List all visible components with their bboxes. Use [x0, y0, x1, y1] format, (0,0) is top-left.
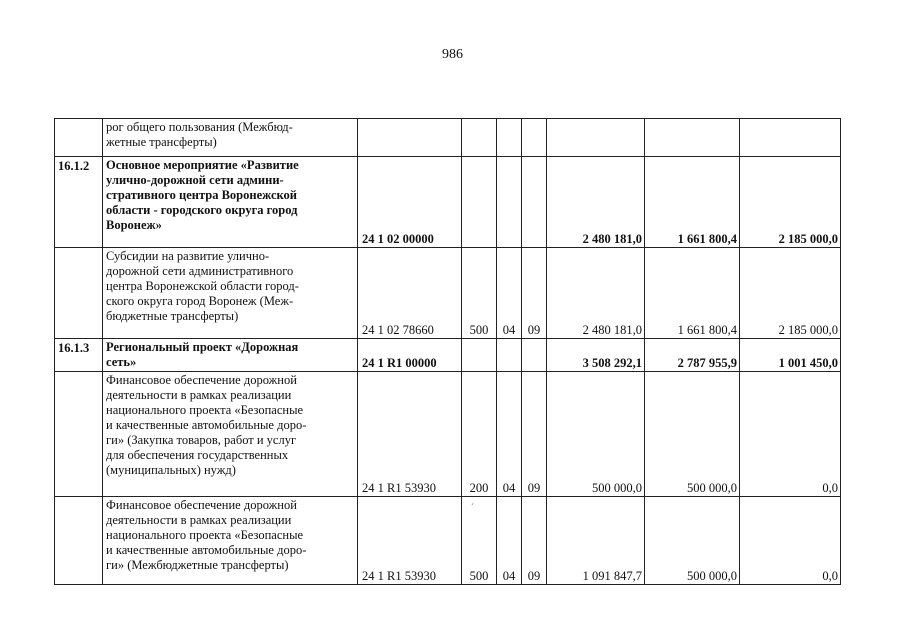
expense-type-cell: [462, 157, 497, 248]
row-number-cell: 16.1.3: [55, 339, 103, 372]
name-line: Финансовое обеспечение дорожной: [106, 498, 297, 512]
expense-type-cell: [462, 339, 497, 372]
section-cell: [497, 339, 522, 372]
amount-year2-cell: 1 661 800,4: [645, 248, 740, 339]
name-line: улично-дорожной сети админи-: [106, 173, 284, 187]
row-name-cell: [103, 157, 358, 248]
row-number-cell: [55, 248, 103, 339]
section-cell: 04: [497, 248, 522, 339]
name-line: жетные трансферты): [106, 135, 217, 149]
subsection-cell: 09: [522, 372, 547, 497]
target-article-code-cell: 24 1 R1 53930: [358, 372, 462, 497]
row-number-cell: [55, 497, 103, 585]
section-cell: [497, 119, 522, 157]
name-line: национального проекта «Безопасные: [106, 528, 304, 542]
amount-year3-cell: 2 185 000,0: [740, 248, 841, 339]
name-line: и качественные автомобильные доро-: [106, 418, 307, 432]
amount-year3-cell: 2 185 000,0: [740, 157, 841, 248]
target-article-code-cell: 24 1 R1 00000: [358, 339, 462, 372]
amount-year1-cell: [547, 119, 645, 157]
table-row: [55, 119, 841, 157]
amount-year3-cell: 1 001 450,0: [740, 339, 841, 372]
section-cell: [497, 157, 522, 248]
budget-table: [54, 118, 841, 585]
amount-year2-cell: 500 000,0: [645, 497, 740, 585]
name-line: и качественные автомобильные доро-: [106, 543, 307, 557]
amount-year1-cell: 2 480 181,0: [547, 157, 645, 248]
table-row: [55, 372, 841, 497]
name-line: рог общего пользования (Межбюд-: [106, 120, 293, 134]
name-line: области - городского округа город: [106, 203, 298, 217]
target-article-code-cell: [358, 119, 462, 157]
table-row: [55, 157, 841, 248]
name-line: ги» (Межбюджетные трансферты): [106, 558, 289, 572]
name-line: бюджетные трансферты): [106, 309, 239, 323]
row-number-cell: [55, 372, 103, 497]
name-line: для обеспечения государственных: [106, 448, 289, 462]
amount-year3-cell: 0,0: [740, 497, 841, 585]
subsection-cell: [522, 157, 547, 248]
amount-year3-cell: [740, 119, 841, 157]
subsection-cell: 09: [522, 248, 547, 339]
name-line: Воронеж»: [106, 218, 162, 232]
table-row: [55, 497, 841, 585]
section-cell: 04: [497, 372, 522, 497]
target-article-code-cell: 24 1 02 00000: [358, 157, 462, 248]
row-name-cell: [103, 339, 358, 372]
name-line: Региональный проект «Дорожная: [106, 340, 299, 354]
row-name-cell: [103, 119, 358, 157]
amount-year2-cell: 1 661 800,4: [645, 157, 740, 248]
name-line: сеть»: [106, 355, 137, 369]
expense-type-cell: [462, 119, 497, 157]
subsection-cell: 09: [522, 497, 547, 585]
expense-type-cell: 500: [462, 497, 497, 585]
amount-year2-cell: 2 787 955,9: [645, 339, 740, 372]
row-name-cell: [103, 248, 358, 339]
name-line: центра Воронежской области город-: [106, 279, 299, 293]
amount-year1-cell: 1 091 847,7: [547, 497, 645, 585]
row-name-cell: [103, 372, 358, 497]
name-line: (муниципальных) нужд): [106, 463, 236, 477]
amount-year2-cell: [645, 119, 740, 157]
row-name-cell: [103, 497, 358, 585]
name-line: ского округа город Воронеж (Меж-: [106, 294, 294, 308]
table-row: [55, 248, 841, 339]
amount-year2-cell: 500 000,0: [645, 372, 740, 497]
name-line: ги» (Закупка товаров, работ и услуг: [106, 433, 297, 447]
expense-type-cell: 200: [462, 372, 497, 497]
row-number-cell: 16.1.2: [55, 157, 103, 248]
target-article-code-cell: 24 1 R1 53930: [358, 497, 462, 585]
name-line: Основное мероприятие «Развитие: [106, 158, 299, 172]
name-line: Субсидии на развитие улично-: [106, 249, 270, 263]
subsection-cell: [522, 339, 547, 372]
target-article-code-cell: 24 1 02 78660: [358, 248, 462, 339]
subsection-cell: [522, 119, 547, 157]
table-row: [55, 339, 841, 372]
amount-year3-cell: 0,0: [740, 372, 841, 497]
page-number: 986: [442, 47, 463, 62]
name-line: дорожной сети административного: [106, 264, 294, 278]
amount-year1-cell: 3 508 292,1: [547, 339, 645, 372]
name-line: деятельности в рамках реализации: [106, 513, 292, 527]
name-line: Финансовое обеспечение дорожной: [106, 373, 297, 387]
name-line: национального проекта «Безопасные: [106, 403, 304, 417]
name-line: стративного центра Воронежской: [106, 188, 297, 202]
amount-year1-cell: 2 480 181,0: [547, 248, 645, 339]
stray-mark: ˊ: [471, 502, 474, 512]
expense-type-cell: 500: [462, 248, 497, 339]
section-cell: 04: [497, 497, 522, 585]
name-line: деятельности в рамках реализации: [106, 388, 292, 402]
amount-year1-cell: 500 000,0: [547, 372, 645, 497]
row-number-cell: [55, 119, 103, 157]
